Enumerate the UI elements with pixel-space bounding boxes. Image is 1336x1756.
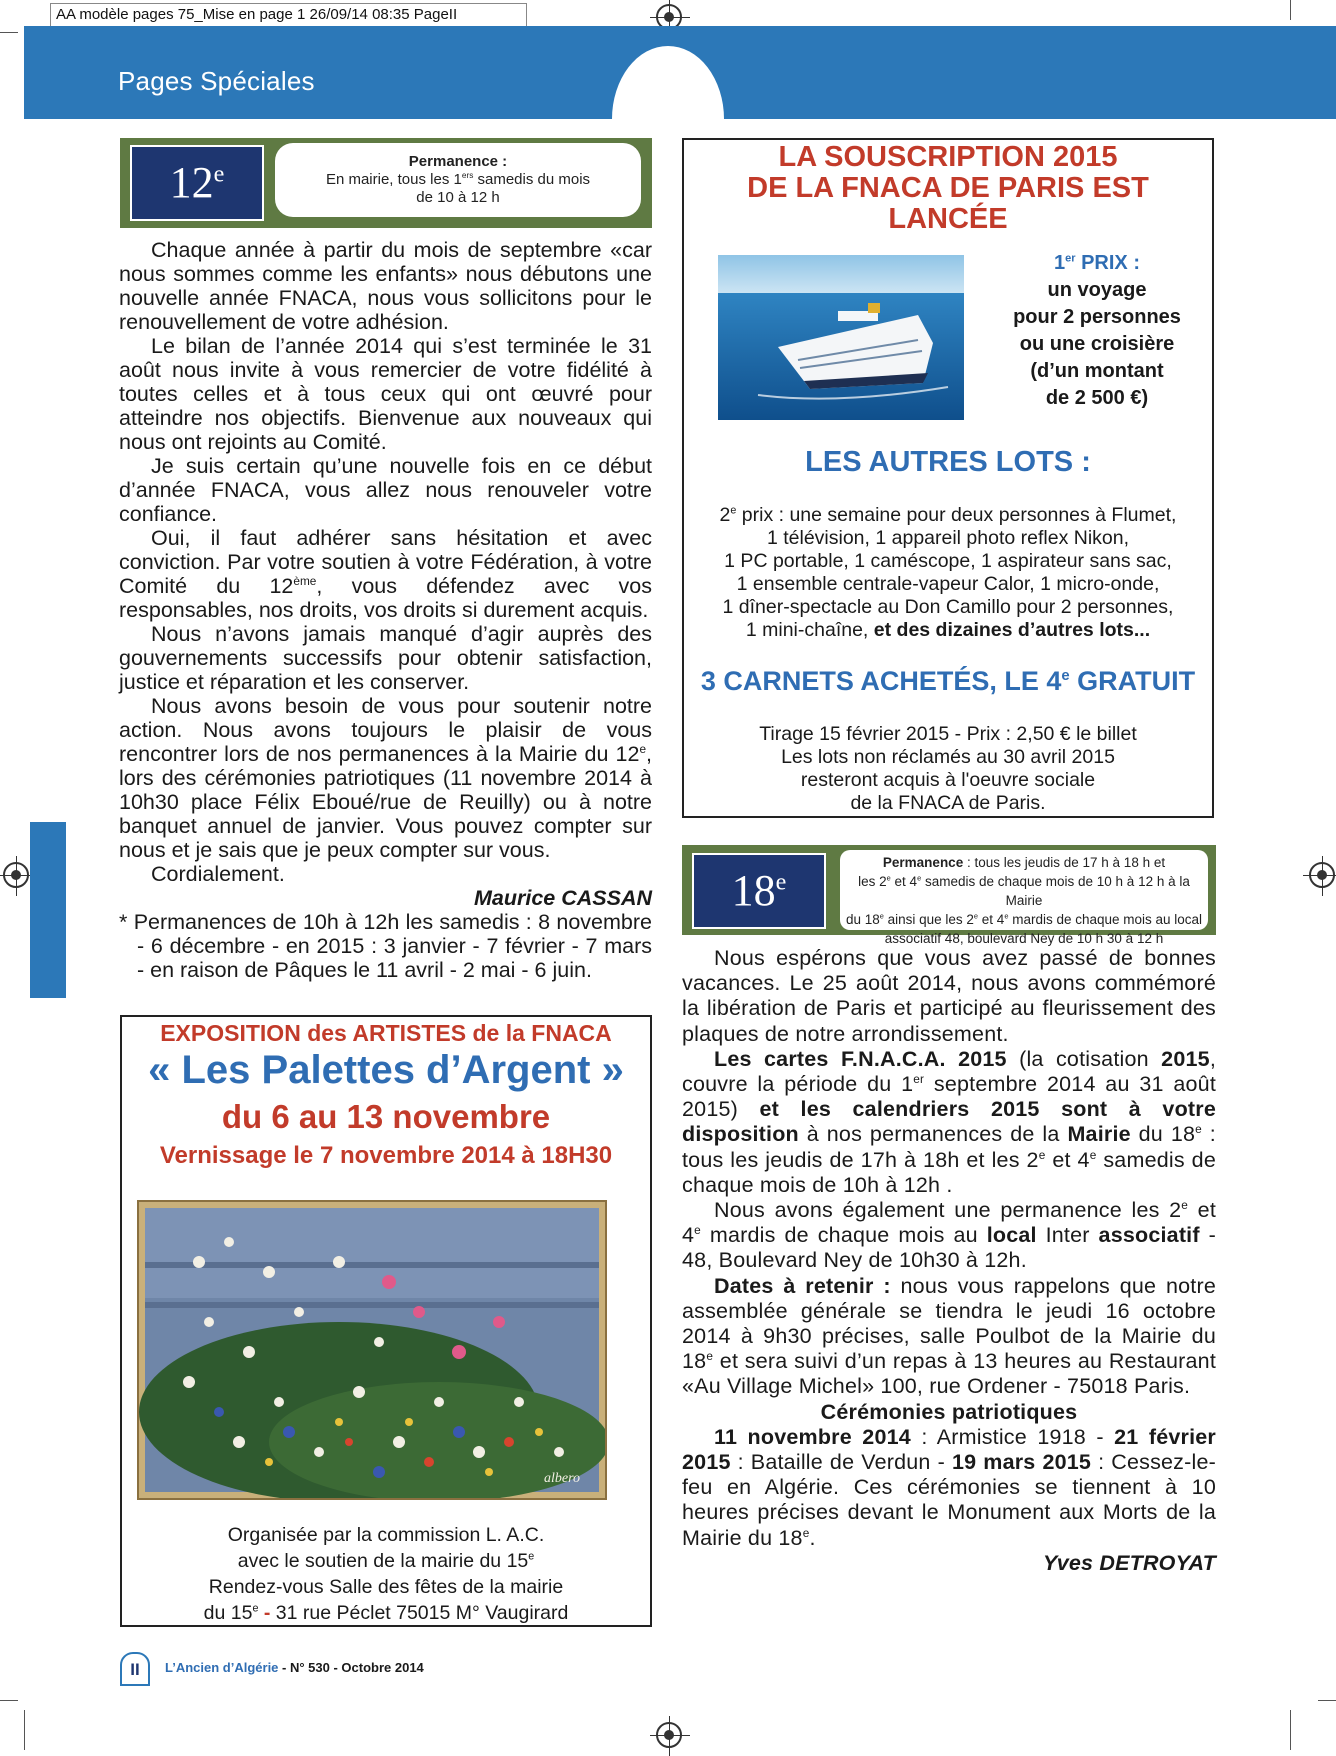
paragraph: Chaque année à partir du mois de septembre «car nous sommes comme les enfants» nous débutons une nouvelle année FNACA, nous vous sollicitons pour le renouvellement de votre adhésion. (119, 238, 652, 334)
paragraph: 11 novembre 2014 : Armistice 1918 - 21 février 2015 : Bataille de Verdun - 19 mars 2015 : Cessez-le-feu en Algérie. Ces cérémonies se tiennent à 10 heures précises devant le Monument aux Morts de la Mairie du 18e. (682, 1424, 1216, 1550)
paragraph: Le bilan de l’année 2014 qui s’est terminée le 31 août nous invite à vous remercier de votre fidélité à toutes celles et à tous ceux qui ont œuvré pour atteindre nos objectifs. Bienvenue aux nouveaux qui nous ont rejoints au Comité. (119, 334, 652, 454)
paragraph: Les cartes F.N.A.C.A. 2015 (la cotisation 2015, couvre la période du 1er septembre 2014 au 31 août 2015) et les calendriers 2015 sont à votre disposition à nos permanences de la Mairie du 18e : tous les jeudis de 17h à 18h et les 2e et 4e samedis de chaque mois de 10h à 12h . (682, 1046, 1216, 1197)
crop-mark (0, 32, 18, 33)
paragraph: Dates à retenir : nous vous rappelons que notre assemblée générale se tiendra le jeudi 16 octobre 2014 à 9h30 précises, salle Poulbot de la Mairie du 18e et sera suivi d’un repas à 13 heures au Restaurant «Au Village Michel» 100, rue Ordener - 75018 Paris. (682, 1273, 1216, 1399)
registration-mark-icon (656, 1722, 682, 1748)
article-12 (119, 238, 652, 982)
paragraph: Je suis certain qu’une nouvelle fois en ce début d’année FNACA, vous allez nous renouveler votre confiance. (119, 454, 652, 526)
page-section-title: Pages Spéciales (118, 66, 315, 96)
slug-line: AA modèle pages 75_Mise en page 1 26/09/14 08:35 PageII (50, 3, 527, 27)
paragraph: Cordialement. (151, 862, 285, 886)
permanence-line: du 18e ainsi que les 2e et 4e mardis de chaque mois au local (845, 911, 1203, 927)
subheading: Cérémonies patriotiques (820, 1399, 1078, 1424)
other-lots-heading: LES AUTRES LOTS : (805, 446, 1091, 478)
souscription-title: LA SOUSCRIPTION 2015 DE LA FNACA DE PARIS EST LANCÉE (747, 141, 1149, 235)
signature: Maurice CASSAN (473, 886, 652, 910)
painting-signature: albero (544, 1471, 581, 1486)
tirage-info: Tirage 15 février 2015 - Prix : 2,50 € le billet Les lots non réclamés au 30 avril 2015 resteront acquis à l'oeuvre sociale de la FNACA de Paris. (759, 723, 1137, 814)
permanence-box (275, 143, 641, 217)
registration-mark-icon (1309, 862, 1335, 888)
paragraph: Nous espérons que vous avez passé de bonnes vacances. Le 25 août 2014, nous avons commémoré la libération de Paris et participé au fleurissement des plaques de notre arrondissement. (682, 946, 1216, 1046)
expo-caption: Organisée par la commission L. A.C. avec le soutien de la mairie du 15e Rendez-vous Salle des fêtes de la mairie du 15e - 31 rue Péclet 75015 M° Vaugirard (203, 1524, 569, 1624)
permanence-line: Permanence : tous les jeudis de 17 h à 18 h et (882, 855, 1166, 870)
page-number: II (120, 1652, 150, 1686)
paragraph: Nous avons besoin de vous pour soutenir notre action. Nous avons toujours le plaisir de vous rencontrer lors de nos permanences à la Mairie du 12e, lors des cérémonies patriotiques (11 novembre 2014 à 10h30 place Félix Eboué/rue de Reuilly) ou à notre banquet annuel de janvier. Vous pouvez compter sur nous et je sais que je peux compter sur vous. (119, 694, 652, 862)
paragraph: Nous avons également une permanence les 2e et 4e mardis de chaque mois au local Inter associatif - 48, Boulevard Ney de 10h30 à 12h. (682, 1197, 1216, 1273)
crop-mark (24, 1710, 25, 1750)
crop-mark (0, 1700, 18, 1701)
expo-heading: EXPOSITION des ARTISTES de la FNACA (160, 1020, 612, 1046)
permanence-box (840, 850, 1208, 946)
signature: Yves DETROYAT (1042, 1550, 1216, 1575)
permanence-line: associatif 48, boulevard Ney de 10 h 30 à 12 h (884, 931, 1164, 946)
first-prize: 1er PRIX : un voyage pour 2 personnes ou une croisière (d’un montant de 2 500 €) (984, 250, 1210, 412)
expo-dates: du 6 au 13 novembre (221, 1098, 551, 1135)
paragraph: Oui, il faut adhérer sans hésitation et avec conviction. Par votre soutien à votre Fédération, à votre Comité du 12ème, vous défendez avec vos responsables, nos droits, vos droits si durement acquis. (119, 526, 652, 622)
crop-mark (1290, 1710, 1291, 1750)
crop-mark (1318, 1700, 1336, 1701)
expo-title: « Les Palettes d’Argent » (148, 1048, 624, 1092)
footnote: * Permanences de 10h à 12h les samedis : 8 novembre - 6 décembre - en 2015 : 3 janvier - 7 février - 7 mars - en raison de Pâques le 11 avril - 2 mai - 6 juin. (119, 910, 652, 982)
expo-vernissage: Vernissage le 7 novembre 2014 à 18H30 (159, 1142, 613, 1169)
permanence-line: les 2e et 4e samedis de chaque mois de 10 h à 12 h à la Mairie (858, 873, 1190, 908)
paragraph: Nous n’avons jamais manqué d’agir auprès des gouvernements successifs pour obtenir satisfaction, justice et réparation et les conserver. (119, 622, 652, 694)
permanence-line: de 10 à 12 h (416, 189, 500, 206)
article-18 (682, 946, 1216, 1576)
arrondissement-number: 18e (692, 853, 826, 929)
flower-painting-image (137, 1200, 607, 1500)
publication-info: L’Ancien d’Algérie - N° 530 - Octobre 2014 (165, 1660, 424, 1675)
souscription-box (682, 138, 1214, 818)
permanence-line: En mairie, tous les 1ers samedis du mois (325, 171, 591, 188)
registration-mark-icon (3, 862, 29, 888)
flower-painting-art (139, 1202, 605, 1498)
carnets-offer: 3 CARNETS ACHETÉS, LE 4e GRATUIT (700, 666, 1196, 696)
side-color-strip (30, 822, 66, 998)
arrondissement-number: 12e (130, 145, 264, 221)
permanence-title: Permanence : (408, 153, 508, 170)
other-lots-list: 2e prix : une semaine pour deux personnes à Flumet, 1 télévision, 1 appareil photo reflex Nikon, 1 PC portable, 1 caméscope, 1 aspirateur sans sac, 1 ensemble centrale-vapeur Calor, 1 micro-onde, 1 dîner-spectacle au Don Camillo pour 2 personnes, 1 mini-chaîne, et des dizaines d’autres lots... (719, 504, 1177, 641)
cruise-ship-image (718, 255, 964, 420)
crop-mark (1290, 0, 1291, 20)
first-prize-label: 1er PRIX : (1054, 252, 1140, 274)
